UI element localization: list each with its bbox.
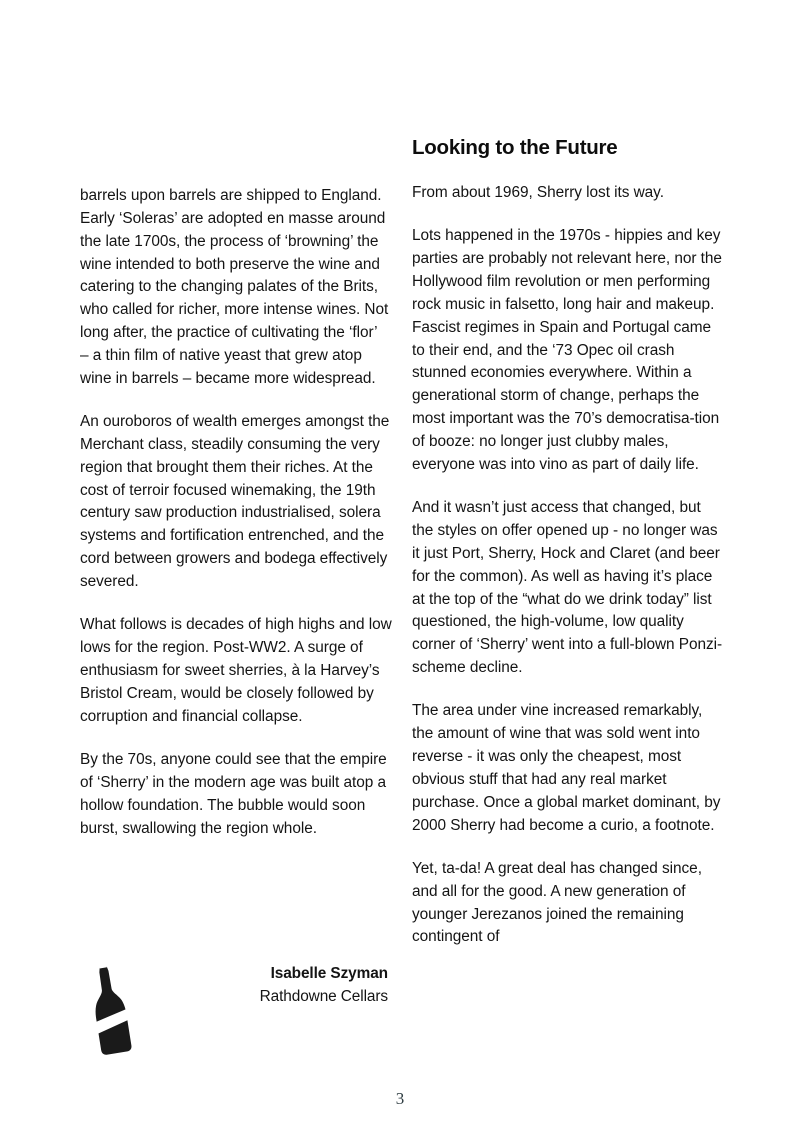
paragraph: The area under vine increased remarkably, the amount of wine that was sold went into reverse - it was only the cheapest, most obvious stuff that had any real market purchase. Once a global market dominant, by 2000 Sherry had become a curio, a footnote. <box>412 702 725 834</box>
paragraph: Yet, ta-da! A great deal has changed since, and all for the good. A new generation of younger Jerezanos joined the remaining contingent of <box>412 859 707 946</box>
author-organisation: Rathdowne Cellars <box>259 987 388 1005</box>
right-text-column <box>412 136 731 949</box>
left-text-column <box>80 185 396 840</box>
wine-bottle-icon <box>80 962 142 1058</box>
paragraph: What follows is decades of high highs and low lows for the region. Post-WW2. A surge of enthusiasm for sweet sherries, à la Harvey’s Bristol Cream, would be closely followed by corruption and financial collapse. <box>80 616 396 725</box>
signature-names <box>260 963 388 1008</box>
section-heading: Looking to the Future <box>412 136 618 159</box>
paragraph: Lots happened in the 1970s - hippies and key parties are probably not relevant here, nor the Hollywood film revolution or men performing rock music in falsetto, long hair and makeup. Fascist regimes in Spain and Portugal came to their end, and the ‘73 Opec oil crash stunned economies everywhere. Within a generational storm of change, perhaps the most important was the 70’s democratisa-tion of booze: no longer just clubby males, everyone was into vino as part of daily life. <box>412 227 731 473</box>
paragraph: From about 1969, Sherry lost its way. <box>412 184 664 201</box>
signature-block <box>80 955 392 1060</box>
author-name: Isabelle Szyman <box>270 965 388 982</box>
paragraph: By the 70s, anyone could see that the empire of ‘Sherry’ in the modern age was built atop a hollow foundation. The bubble would soon burst, swallowing the region whole. <box>80 751 391 837</box>
paragraph: And it wasn’t just access that changed, but the styles on offer opened up - no longer was it just Port, Sherry, Hock and Claret (and beer for the common). As well as having it’s place at the top of the “what do we drink today” list questioned, the high-volume, low quality corner of ‘Sherry’ went into a full-blown Ponzi-scheme decline. <box>412 499 725 677</box>
page-number: 3 <box>395 1089 405 1108</box>
paragraph: An ouroboros of wealth emerges amongst the Merchant class, steadily consuming the very region that brought them their riches. At the cost of terroir focused winemaking, the 19th century saw production industrialised, solera systems and fortification entrenched, and the cord between growers and bodega effectively severed. <box>80 413 394 590</box>
paragraph: barrels upon barrels are shipped to England. Early ‘Soleras’ are adopted en masse around the late 1700s, the process of ‘browning’ the wine intended to both preserve the wine and catering to the changing palates of the Brits, who called for richer, more intense wines. Not long after, the practice of cultivating the ‘flor’ – a thin film of native yeast that grew atop wine in barrels – became more widespread. <box>80 187 393 387</box>
